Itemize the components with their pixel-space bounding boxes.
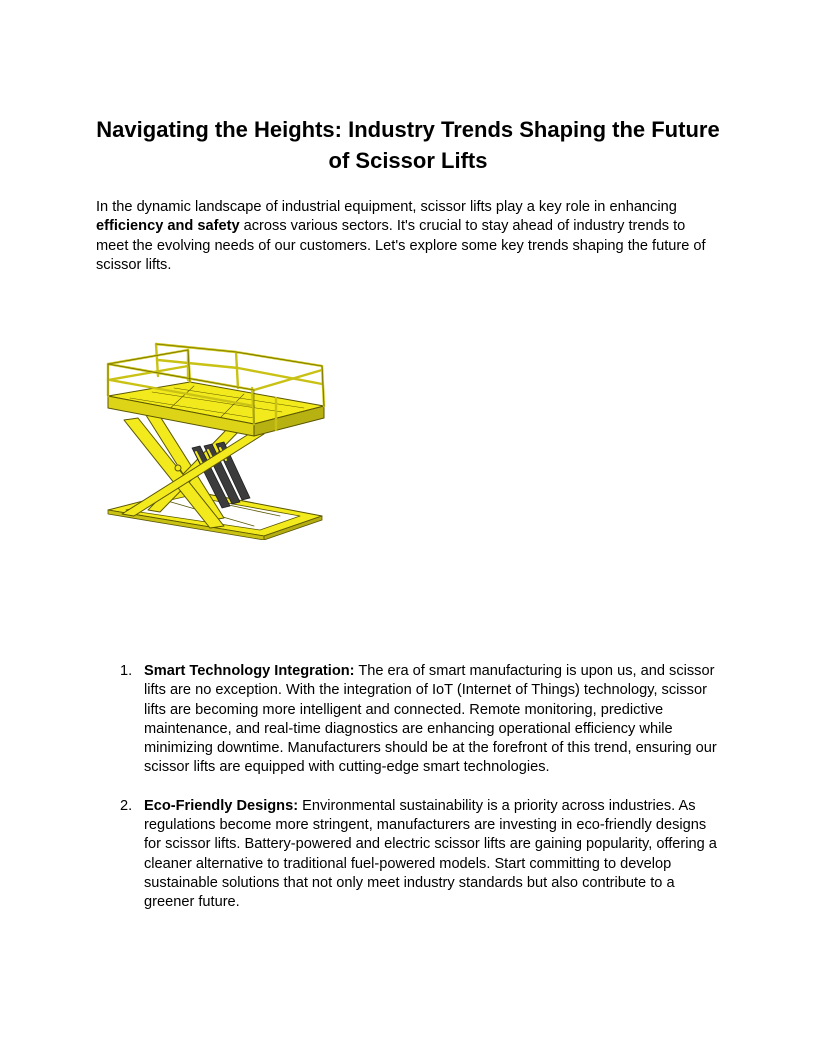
list-item-body: The era of smart manufacturing is upon us, and scissor lifts are no exception. With the integration of IoT (Internet of Things) technology, scissor lifts are becoming more intelligent and connected. Remote monitoring, predictive maintenance, and real-time diagnostics are enhancing operational efficiency while minimizing downtime. Manufacturers should be at the forefront of this trend, ensuring our scissor lifts are equipped with cutting-edge smart technologies. (144, 663, 717, 776)
list-item-number: 1. (120, 663, 133, 679)
page-title: Navigating the Heights: Industry Trends Shaping the Future of Scissor Lifts (96, 117, 720, 173)
list-item-heading: Smart Technology Integration: (144, 663, 355, 679)
list-item (96, 797, 720, 913)
list-item-body: Environmental sustainability is a priority across industries. As regulations become more stringent, manufacturers are investing in eco-friendly designs for scissor lifts. Battery-powered and electric scissor lifts are gaining popularity, offering a cleaner alternative to traditional fuel-powered models. Start committing to develop sustainable solutions that not only meet industry standards but also contribute to a greener future. (144, 797, 717, 911)
list-item (96, 662, 720, 778)
intro-paragraph (96, 198, 720, 275)
scissor-lift-drawing (104, 340, 326, 540)
intro-text-after: across various sectors. It's crucial to stay ahead of industry trends to meet the evolving needs of our customers. Let's explore some key trends shaping the future of scissor lifts. (96, 218, 706, 273)
trends-list (96, 662, 720, 932)
intro-text-before: In the dynamic landscape of industrial equipment, scissor lifts play a key role in enhancing (96, 199, 677, 215)
scissor-lift-illustration (104, 340, 326, 540)
list-item-heading: Eco-Friendly Designs: (144, 797, 299, 814)
list-item-number: 2. (120, 797, 133, 814)
intro-emphasis: efficiency and safety (96, 218, 240, 235)
